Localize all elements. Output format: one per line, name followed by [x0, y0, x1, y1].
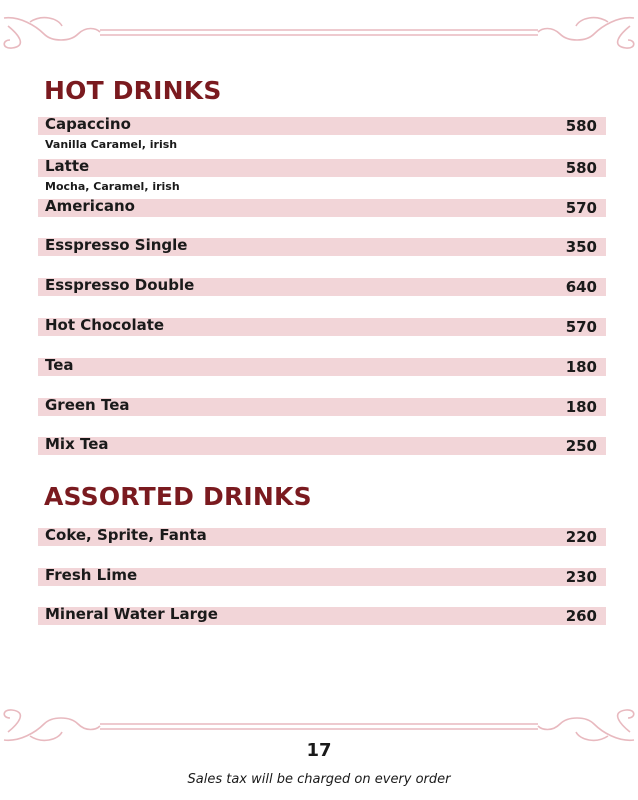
- menu-item-name: Capaccino: [45, 115, 131, 133]
- menu-item-bar: [38, 159, 606, 177]
- menu-item-name: Hot Chocolate: [45, 316, 165, 334]
- assorted-drinks-title: ASSORTED DRINKS: [44, 482, 312, 511]
- menu-item-bar: [38, 607, 606, 625]
- menu-item-price: 250: [565, 437, 597, 455]
- menu-item-latte: [38, 157, 606, 193]
- menu-item-bar: [38, 117, 606, 135]
- hot-drinks-title: HOT DRINKS: [44, 76, 222, 105]
- menu-item-price: 220: [565, 528, 597, 546]
- menu-item-tea: [38, 358, 606, 376]
- menu-item-bar: [38, 358, 606, 376]
- menu-item-americano: [38, 199, 606, 217]
- menu-item-name: Fresh Lime: [45, 566, 138, 584]
- menu-item-price: 640: [565, 278, 597, 296]
- menu-item-bar: [38, 437, 606, 455]
- menu-item-name: Mineral Water Large: [45, 605, 218, 623]
- menu-item-price: 350: [565, 238, 597, 256]
- menu-item-name: Esspresso Double: [45, 276, 195, 294]
- menu-item-name: Latte: [45, 157, 90, 175]
- menu-item-name: Esspresso Single: [45, 236, 188, 254]
- menu-item-esspresso-double: [38, 278, 606, 296]
- menu-item-bar: [38, 568, 606, 586]
- menu-item-price: 580: [565, 117, 597, 135]
- menu-item-bar: [38, 398, 606, 416]
- menu-item-price: 180: [565, 398, 597, 416]
- menu-item-bar: [38, 318, 606, 336]
- menu-item-bar: [38, 278, 606, 296]
- menu-item-name: Mix Tea: [45, 435, 109, 453]
- menu-item-price: 570: [565, 199, 597, 217]
- menu-item-options: Vanilla Caramel, irish: [45, 138, 178, 151]
- top-ornamental-border: [0, 12, 638, 52]
- menu-item-fresh-lime: [38, 568, 606, 586]
- sales-tax-note: Sales tax will be charged on every order: [187, 772, 451, 787]
- menu-item-capaccino: [38, 115, 606, 151]
- menu-item-bar: [38, 528, 606, 546]
- menu-item-mix-tea: [38, 437, 606, 455]
- menu-item-green-tea: [38, 398, 606, 416]
- menu-item-price: 570: [565, 318, 597, 336]
- menu-item-coke-sprite-fanta: [38, 528, 606, 546]
- menu-item-name: Tea: [45, 356, 74, 374]
- menu-item-bar: [38, 238, 606, 256]
- menu-item-name: Americano: [45, 197, 135, 215]
- menu-item-name: Coke, Sprite, Fanta: [45, 526, 207, 544]
- menu-item-price: 580: [565, 159, 597, 177]
- menu-item-price: 180: [565, 358, 597, 376]
- menu-item-price: 260: [565, 607, 597, 625]
- page-number: 17: [306, 740, 332, 761]
- menu-item-esspresso-single: [38, 238, 606, 256]
- menu-item-hot-chocolate: [38, 318, 606, 336]
- menu-item-price: 230: [565, 568, 597, 586]
- menu-item-bar: [38, 199, 606, 217]
- menu-item-mineral-water-large: [38, 607, 606, 625]
- menu-item-options: Mocha, Caramel, irish: [45, 180, 180, 193]
- menu-item-name: Green Tea: [45, 396, 130, 414]
